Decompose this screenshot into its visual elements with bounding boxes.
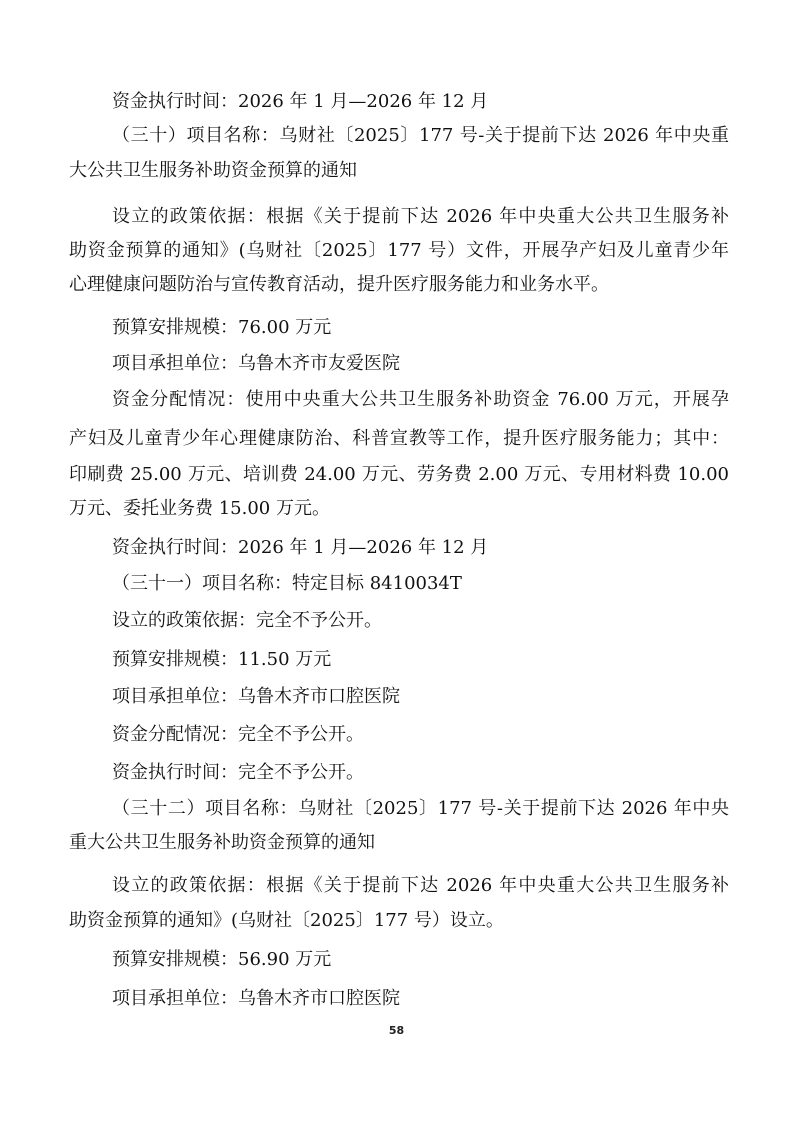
project-32-policy-basis-line-cont: 助资金预算的通知》(乌财社〔2025〕177 号）设立。 xyxy=(69,910,504,931)
page-number: 58 xyxy=(388,1024,405,1037)
project-32-unit-line: 项目承担单位：乌鲁木齐市口腔医院 xyxy=(112,988,400,1009)
project-31-allocation-line: 资金分配情况：完全不予公开。 xyxy=(112,724,364,745)
project-30-policy-basis-line: 设立的政策依据：根据《关于提前下达 2026 年中央重大公共卫生服务补 xyxy=(112,206,729,227)
project-30-title-line: （三十）项目名称：乌财社〔2025〕177 号-关于提前下达 2026 年中央重 xyxy=(112,125,729,146)
funding-period-line: 资金执行时间：2026 年 1 月—2026 年 12 月 xyxy=(112,91,489,112)
project-30-title-line-cont: 大公共卫生服务补助资金预算的通知 xyxy=(69,160,357,181)
project-31-unit-line: 项目承担单位：乌鲁木齐市口腔医院 xyxy=(112,686,400,707)
project-30-period-line: 资金执行时间：2026 年 1 月—2026 年 12 月 xyxy=(112,537,489,558)
project-32-policy-basis-line: 设立的政策依据：根据《关于提前下达 2026 年中央重大公共卫生服务补 xyxy=(112,875,729,896)
project-32-title-line: （三十二）项目名称：乌财社〔2025〕177 号-关于提前下达 2026 年中央 xyxy=(112,798,729,819)
project-31-policy-basis-line: 设立的政策依据：完全不予公开。 xyxy=(112,610,382,631)
project-32-budget-line: 预算安排规模：56.90 万元 xyxy=(112,949,332,970)
project-30-policy-basis-line-cont: 心理健康问题防治与宣传教育活动，提升医疗服务能力和业务水平。 xyxy=(69,274,609,295)
project-31-budget-line: 预算安排规模：11.50 万元 xyxy=(112,649,332,670)
project-30-allocation-line-cont: 产妇及儿童青少年心理健康防治、科普宣教等工作，提升医疗服务能力；其中： xyxy=(69,428,729,449)
project-30-policy-basis-line-cont: 助资金预算的通知》(乌财社〔2025〕177 号）文件，开展孕产妇及儿童青少年 xyxy=(69,240,729,261)
project-30-allocation-line: 资金分配情况：使用中央重大公共卫生服务补助资金 76.00 万元，开展孕 xyxy=(112,389,729,410)
project-31-period-line: 资金执行时间：完全不予公开。 xyxy=(112,762,364,783)
project-31-title-line: （三十一）项目名称：特定目标 8410034T xyxy=(112,573,462,594)
project-30-allocation-line-cont: 万元、委托业务费 15.00 万元。 xyxy=(69,498,330,519)
project-30-allocation-line-cont: 印刷费 25.00 万元、培训费 24.00 万元、劳务费 2.00 万元、专用材料费 10.00 xyxy=(69,464,729,485)
project-30-budget-line: 预算安排规模：76.00 万元 xyxy=(112,317,332,338)
project-32-title-line-cont: 重大公共卫生服务补助资金预算的通知 xyxy=(69,832,375,853)
project-30-unit-line: 项目承担单位：乌鲁木齐市友爱医院 xyxy=(112,353,400,374)
